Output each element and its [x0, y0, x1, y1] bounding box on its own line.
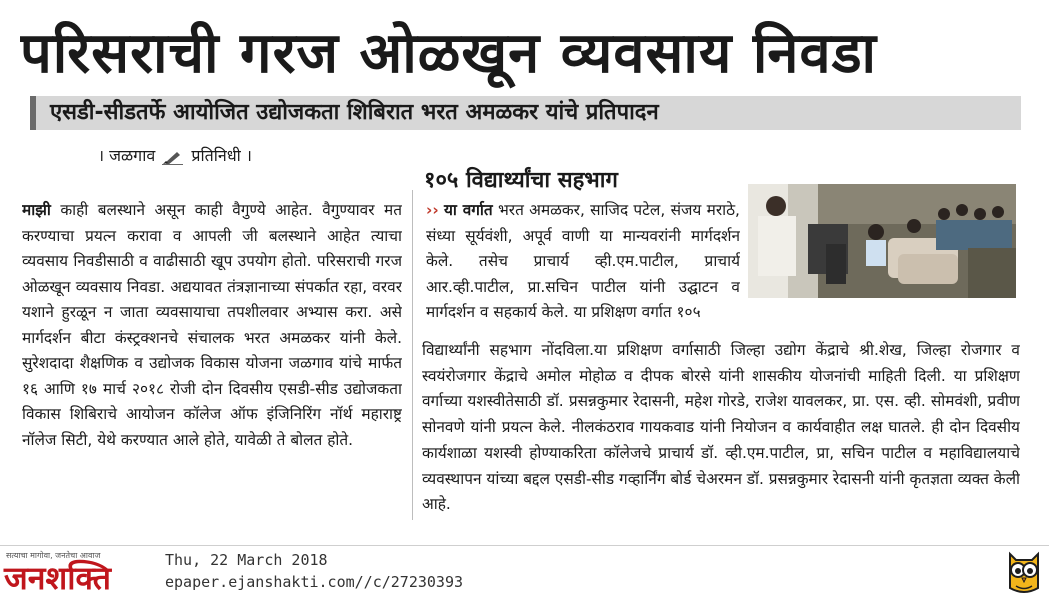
- owl-icon: [1004, 548, 1044, 596]
- pen-icon: [162, 149, 184, 165]
- event-photo: [748, 184, 1016, 298]
- article-left-column: [22, 198, 402, 522]
- left-column-body: काही बलस्थाने असून काही वैगुण्ये आहेत. वैगुण्यावर मत करण्याचा प्रयत्न करावा व आपली जी बलस्थाने आहेत त्याचा व्यवसाय निवडीसाठी व वाढीसाठी खूप उपयोग होतो. परिसराची गरज ओळखून व्यवसाय निवडा. अद्ययावत तंत्रज्ञानाच्या संपर्कात रहा, वरवर यशाने हुरळून न जाता व्यवसायाचा तपशीलवार अभ्यास करा. असे मार्गदर्शन बीटा कंस्ट्रक्शनचे संचालक भरत अमळकर यांनी केले. सुरेशदादा शैक्षणिक व उद्योजक विकास योजना जळगाव यांचे मार्फत १६ आणि १७ मार्च २०१८ रोजी दोन दिवसीय एसडी-सीड उद्योजकता विकास शिबिराचे आयोजन कॉलेज ऑफ इंजिनिरिंग नॉर्थ महाराष्ट्र नॉलेज सिटी, येथे करण्यात आले होते, यावेळी ते बोलत होते.: [22, 201, 402, 449]
- lead-word: माझी: [22, 201, 51, 219]
- section-body-top-text: भरत अमळकर, साजिद पटेल, संजय मराठे, संध्या सूर्यवंशी, अपूर्व वाणी या मान्यवरांनी मार्गदर्शन केले. तसेच प्राचार्य व्ही.एम.पाटील, प्राचार्य आर.व्ही.पाटील, प्रा.सचिन पाटील यांनी उद्घाटन व मार्गदर्शन व सहकार्य केले. या प्रशिक्षण वर्गात १०५: [426, 201, 740, 321]
- lead-chevron-icon: ››: [426, 201, 439, 219]
- headline: परिसराची गरज ओळखून व्यवसाय निवडा: [20, 21, 878, 86]
- edition-date: Thu, 22 March 2018: [165, 551, 328, 569]
- section-body-bottom: विद्यार्थ्यांनी सहभाग नोंदविला.या प्रशिक्षण वर्गासाठी जिल्हा उद्योग केंद्राचे श्री.शेख, जिल्हा रोजगार व स्वयंरोजगार केंद्राचे अमोल मोहोळ व दीपक बोरसे यांनी शासकीय योजनांची माहिती दिली. या प्रशिक्षण वर्गाच्या यशस्वीतेसाठी डॉ. प्रसन्नकुमार रेदासनी, महेश गोरडे, राजेश यावलकर, प्रा. एस. व्ही. सोमवंशी, प्रवीण सोनवणे यांनी प्रयत्न केले. नीलकंठराव गायकवाड यांनी नियोजन व कार्यवाहीत लक्ष घातले. ही दोन दिवसीय कार्यशाळा यशस्वी होण्याकरिता कॉलेजचे प्राचार्य डॉ. व्ही.एम.पाटील, प्रा, सचिन पाटील व महाविद्यालयाचे व्यवस्थापन यांच्या बद्दल एसडी-सीड गव्हार्निंग बोर्ड चेअरमन डॉ. प्रसन्नकुमार रेदासनी यांनी कृतज्ञता व्यक्त केली आहे.: [422, 341, 1020, 514]
- dateline-reporter: प्रतिनिधी ।: [191, 146, 252, 165]
- logo-tagline: सत्याचा मागोवा, जनतेचा आवाज: [6, 551, 101, 560]
- column-divider: [412, 190, 413, 520]
- section-lead-word: या वर्गात: [444, 201, 493, 219]
- section-body-top: [426, 198, 740, 330]
- subheadline: एसडी-सीडतर्फे आयोजित उद्योजकता शिबिरात भरत अमळकर यांचे प्रतिपादन: [50, 100, 659, 125]
- dateline: [98, 143, 252, 169]
- epaper-url[interactable]: epaper.ejanshakti.com//c/27230393: [165, 573, 464, 591]
- subheadline-bar: [30, 96, 1021, 130]
- dateline-place: । जळगाव: [98, 146, 156, 165]
- footer-divider: [0, 545, 1049, 546]
- section-heading: १०५ विद्यार्थ्यांचा सहभाग: [424, 168, 618, 193]
- janshakti-logo: जनशक्ति: [4, 559, 111, 597]
